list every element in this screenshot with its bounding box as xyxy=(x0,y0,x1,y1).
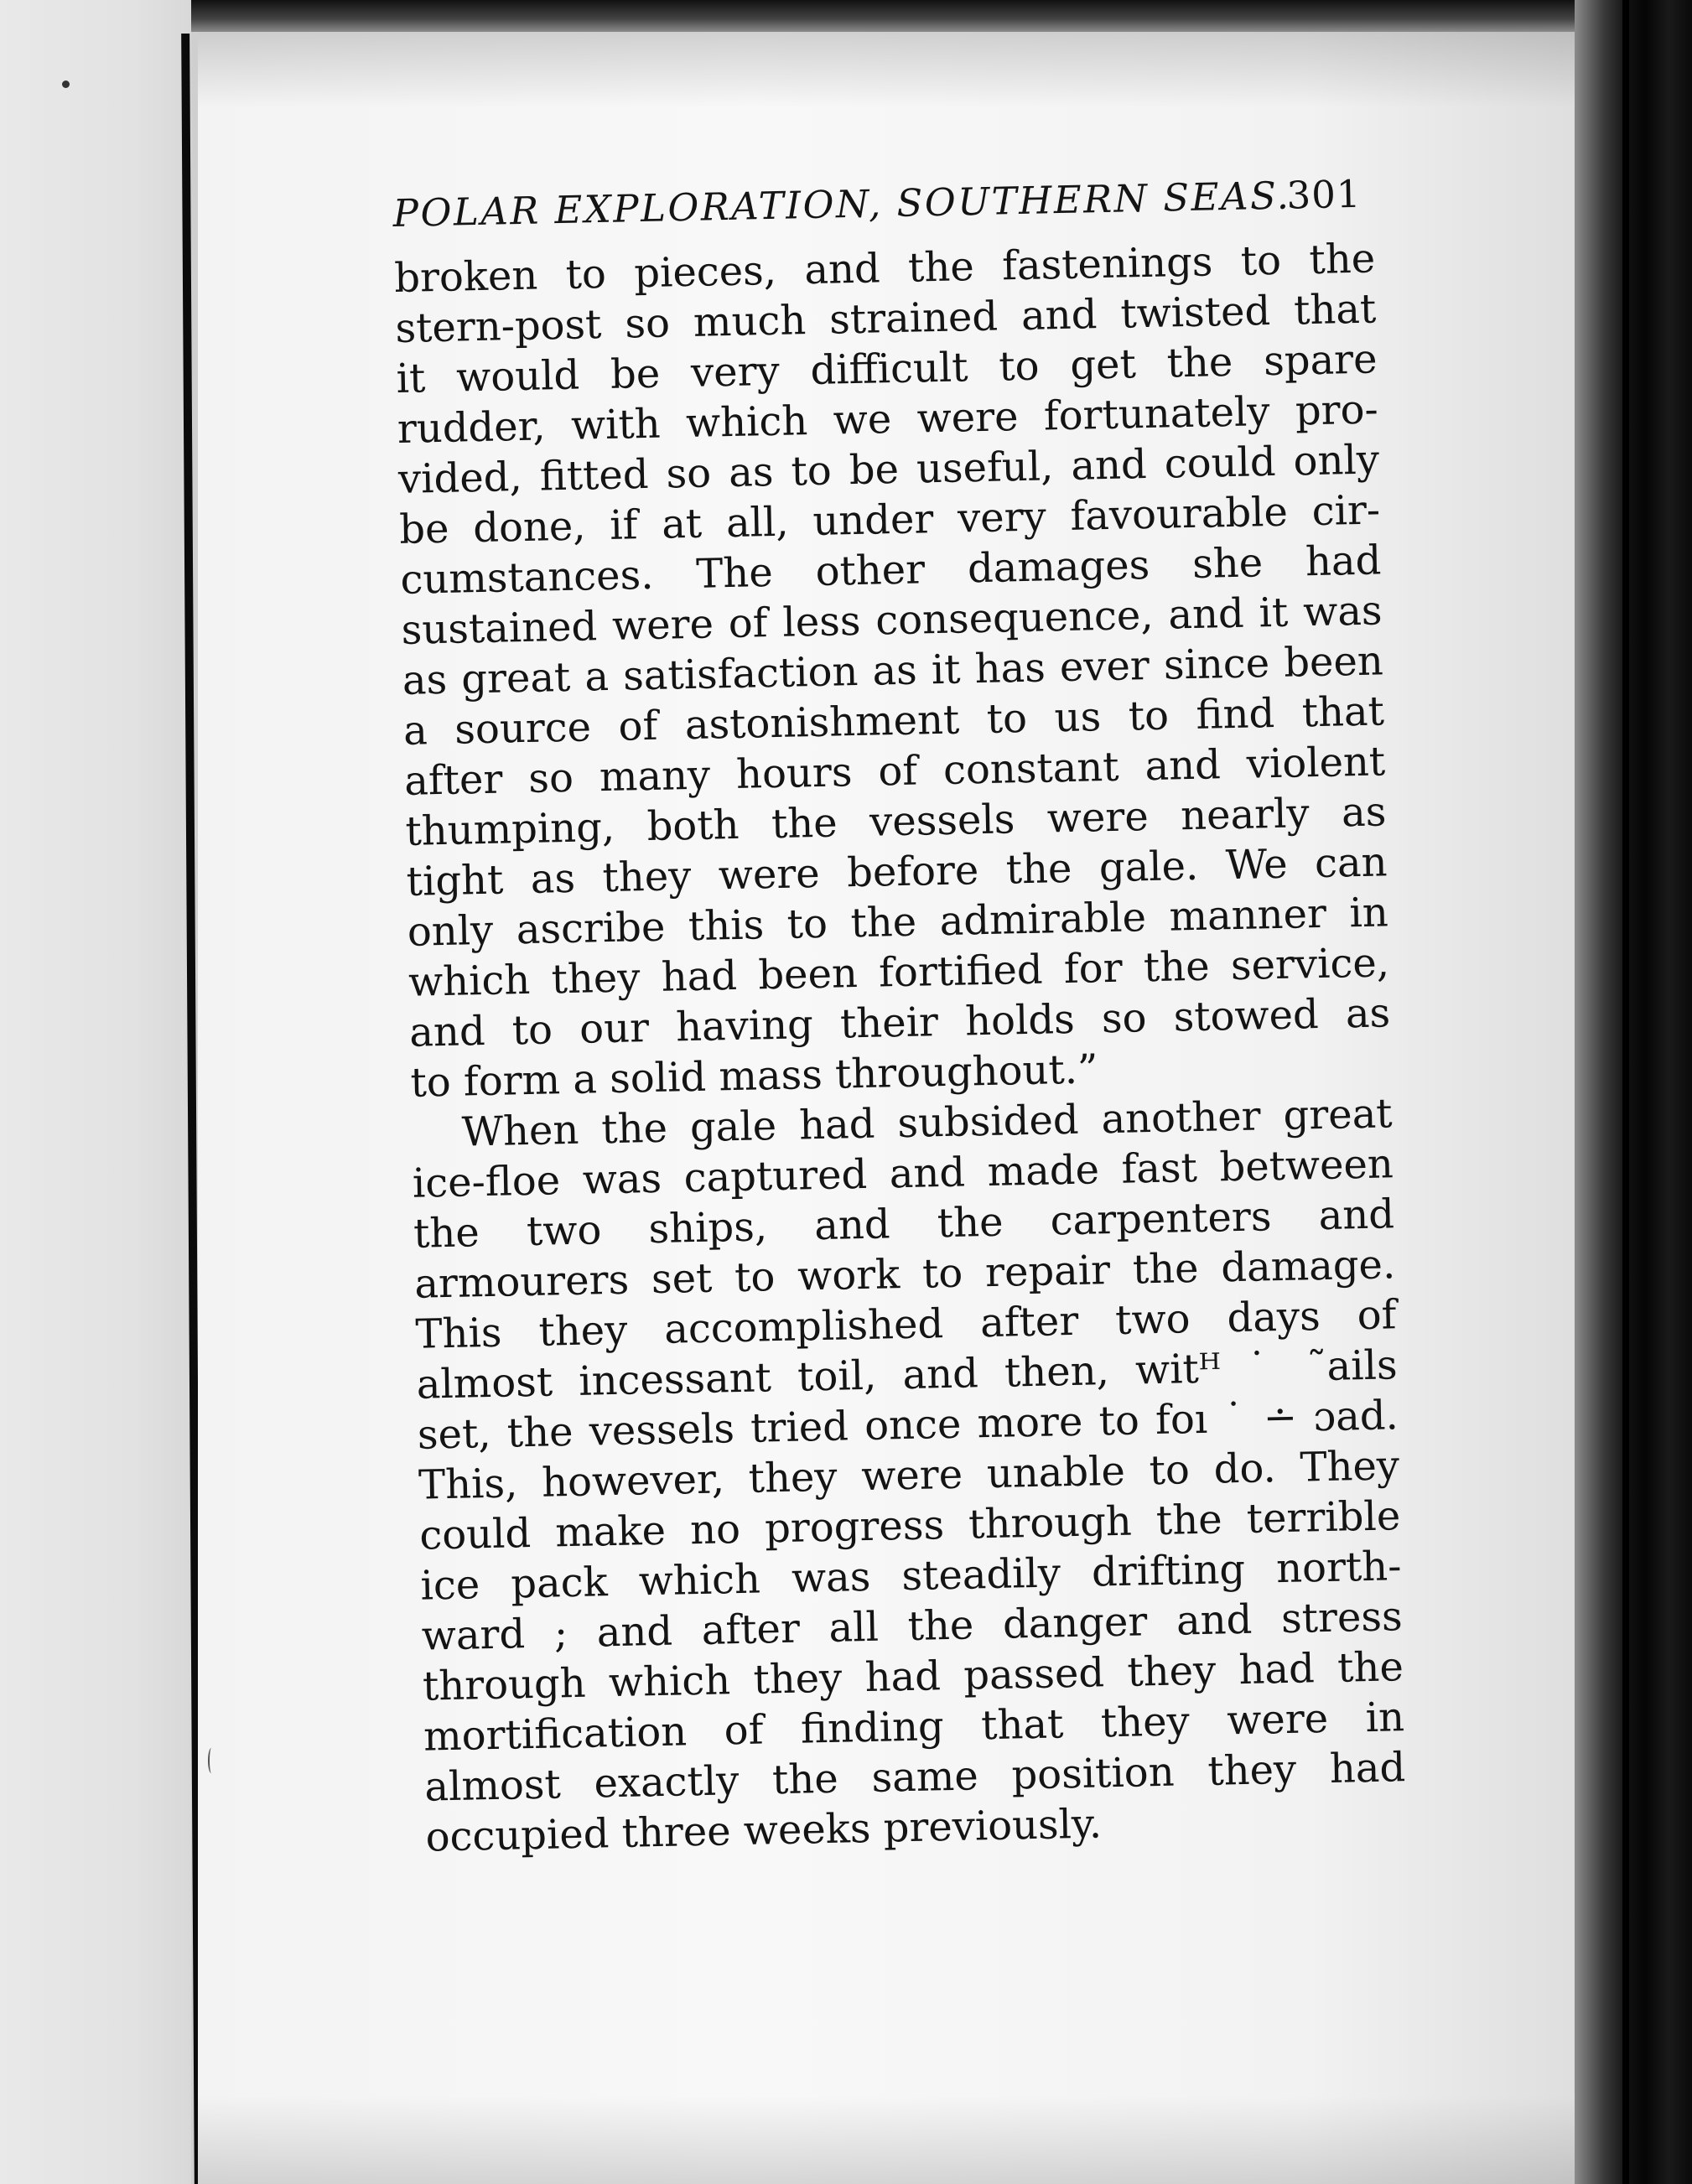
text-line: as great a satisfaction as it has ever since been xyxy=(402,637,1384,704)
page-number: 301 xyxy=(1286,171,1362,218)
text-line: vided, fitted so as to be useful, and could only xyxy=(397,436,1380,503)
text-line: set, the vessels tried once more to foı ˙ ∸ ɔad. xyxy=(417,1392,1399,1459)
text-line: rudder, with which we were fortunately pro- xyxy=(397,386,1379,453)
text-line: almost exactly the same position they had xyxy=(423,1744,1406,1811)
text-line: sustained were of less consequence, and it was xyxy=(401,587,1383,654)
body-text xyxy=(394,234,1407,1863)
text-line: it would be very difficult to get the spare xyxy=(396,335,1378,402)
text-line: almost incessant toil, and then, witᴴ ˙ ˜ails xyxy=(416,1341,1399,1408)
text-line: This, however, they were unable to do. They xyxy=(418,1442,1400,1509)
text-line: the two ships, and the carpenters and xyxy=(413,1191,1395,1258)
page-bottom-shading xyxy=(198,2096,1581,2184)
facing-page-mark xyxy=(62,80,70,88)
text-line: be done, if at all, under very favourable cir- xyxy=(398,486,1381,553)
text-line: after so many hours of constant and violent xyxy=(403,738,1386,805)
text-line: ice pack which was steadily drifting north- xyxy=(420,1543,1402,1610)
paragraph xyxy=(394,234,1392,1108)
scan-right-border-line xyxy=(1622,0,1629,2184)
scan-right-border xyxy=(1575,0,1692,2184)
text-line: which they had been fortified for the service, xyxy=(407,939,1390,1006)
text-line: ward ; and after all the danger and stress xyxy=(421,1593,1404,1660)
text-line: tight as they were before the gale. We can xyxy=(406,838,1388,905)
text-line: broken to pieces, and the fastenings to the xyxy=(393,235,1376,302)
facing-page-edge xyxy=(0,0,191,2184)
scan-top-border xyxy=(0,0,1692,32)
text-line: could make no progress through the terrible xyxy=(418,1492,1401,1559)
text-line: through which they had passed they had the xyxy=(422,1643,1404,1710)
text-line: thumping, both the vessels were nearly as xyxy=(404,788,1387,855)
text-line: ice-floe was captured and made fast between xyxy=(412,1140,1394,1207)
text-line: cumstances. The other damages she had xyxy=(399,537,1382,604)
text-line: When the gale had subsided another great xyxy=(461,1090,1394,1156)
text-line: This they accomplished after two days of xyxy=(415,1291,1397,1358)
text-line: and to our having their holds so stowed as xyxy=(408,989,1391,1056)
text-line: only ascribe this to the admirable manner in xyxy=(407,889,1389,956)
text-line: to form a solid mass throughout.” xyxy=(409,1045,1099,1107)
page-text-block xyxy=(392,163,1407,1863)
text-line: occupied three weeks previously. xyxy=(425,1800,1103,1861)
text-line: mortification of finding that they were in xyxy=(423,1694,1405,1761)
page-top-shading xyxy=(198,32,1581,107)
paragraph xyxy=(411,1088,1407,1862)
page-margin-mark xyxy=(208,1748,215,1773)
text-line: armourers set to work to repair the damage. xyxy=(413,1241,1396,1308)
text-line: a source of astonishment to us to find that xyxy=(402,687,1385,755)
text-line: stern-post so much strained and twisted that xyxy=(394,285,1377,352)
running-head-title: POLAR EXPLORATION, SOUTHERN SEAS. xyxy=(392,173,1291,236)
